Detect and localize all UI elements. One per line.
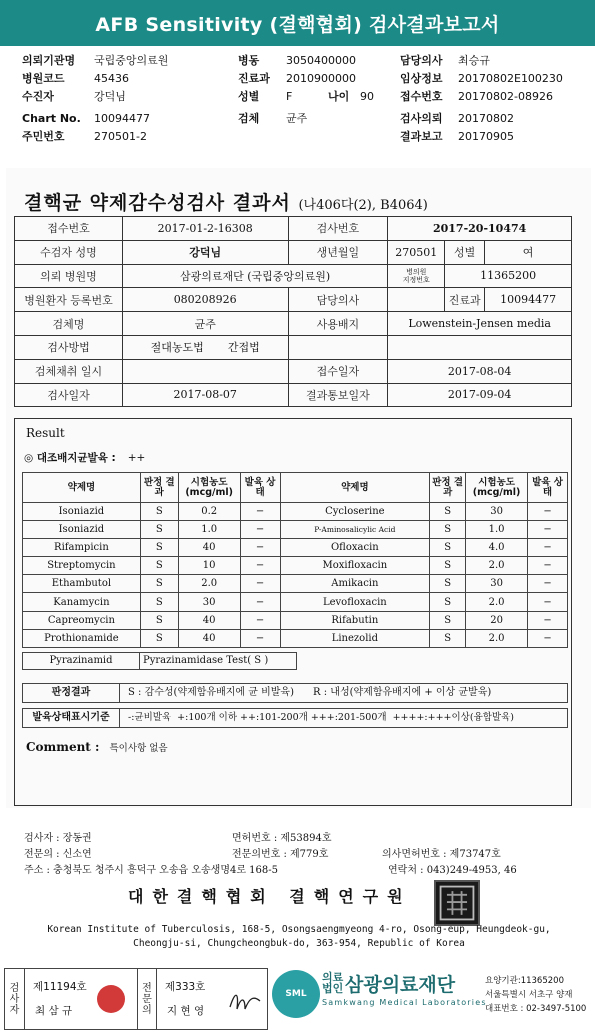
drug-cell-growth: −: [528, 521, 568, 539]
table-header-row: 약제명 판정 결과 시험농도 (mcg/ml) 발육 상태 약제명 판정 결과 시험농도 (mcg/ml) 발육 상태: [23, 473, 568, 503]
footer-phone: 대표번호 : 02-3497-5100: [485, 1004, 587, 1014]
drug-cell-judge: S: [430, 539, 466, 557]
report-title: 결핵균 약제감수성검사 결과서 (나406다(2), B4064): [24, 192, 428, 214]
drug-cell-drug: Linezolid: [280, 629, 430, 647]
footer-address: 서울특별시 서초구 양재: [485, 990, 573, 1000]
drug-cell-judge: S: [430, 503, 466, 521]
footer-label-tester: 검사자: [5, 969, 25, 1029]
drug-cell-growth: −: [240, 539, 280, 557]
footer-specialist-name: 지 현 영: [167, 1005, 205, 1017]
drug-cell-conc: 30: [466, 503, 528, 521]
drug-cell-growth: −: [528, 593, 568, 611]
table-row: [23, 629, 568, 647]
drug-cell-judge: S: [140, 629, 178, 647]
drug-cell-conc: 30: [466, 575, 528, 593]
drug-cell-conc: 40: [178, 629, 240, 647]
drug-cell-drug: Amikacin: [280, 575, 430, 593]
sml-logo-icon: SML: [272, 970, 320, 1018]
address-en-line2: Cheongju-si, Chungcheongbuk-do, 363-954, Republic of Korea: [133, 938, 465, 949]
drug-cell-growth: −: [240, 575, 280, 593]
info-code: 병원코드 45436: [22, 72, 129, 85]
drug-cell-drug: Ethambutol: [23, 575, 141, 593]
specimen-info-table: [14, 216, 572, 407]
drug-cell-conc: 40: [178, 611, 240, 629]
red-stamp-icon: [97, 985, 125, 1013]
drug-cell-drug: Levofloxacin: [280, 593, 430, 611]
drug-cell-conc: 4.0: [466, 539, 528, 557]
drug-cell-drug: Rifampicin: [23, 539, 141, 557]
table-row: [23, 521, 568, 539]
organization-name: 대한결핵협회 결핵연구원: [128, 887, 412, 906]
table-row: [23, 593, 568, 611]
specialist: 전문의 : 신소연: [24, 849, 92, 860]
drug-cell-drug: Moxifloxacin: [280, 557, 430, 575]
drug-cell-drug: P-Aminosalicylic Acid: [280, 521, 430, 539]
judgement-legend: 판정결과 S : 감수성(약제함유배지에 균 비발육) R : 내성(약제함유배지에 + 이상 균발육): [22, 683, 568, 703]
table-row: 검사일자 2017-08-07 결과통보일자 2017-09-04: [15, 383, 572, 407]
table-row: [23, 575, 568, 593]
address: 주소 : 충청북도 청주시 흥덕구 오송읍 오송생명4로 168-5: [24, 865, 279, 876]
table-row: 검체명 균주 사용배지 Lowenstein-Jensen media: [15, 312, 572, 336]
drug-cell-conc: 2.0: [178, 575, 240, 593]
drug-cell-judge: S: [430, 575, 466, 593]
culture-growth: ◎ 대조배지균발육 : ++: [24, 452, 146, 464]
table-row: 접수번호 2017-01-2-16308 검사번호 2017-20-10474: [15, 217, 572, 241]
official-seal-icon: [434, 880, 480, 926]
drug-cell-drug: Streptomycin: [23, 557, 141, 575]
table-row: 의뢰 병원명 삼광의료재단 (국립중앙의료원) 병의원 지정번호 11365200: [15, 264, 572, 288]
drug-cell-judge: S: [140, 575, 178, 593]
table-row: [23, 539, 568, 557]
info-dept: 진료과 2010900000: [238, 72, 356, 85]
phone: 연락처 : 043)249-4953, 46: [388, 865, 517, 876]
drug-cell-drug: Isoniazid: [23, 521, 141, 539]
drug-cell-drug: Ofloxacin: [280, 539, 430, 557]
doctor-license-number: 의사면허번호 : 제73747호: [382, 849, 501, 860]
report-header-title: AFB Sensitivity (결핵협회) 검사결과보고서: [0, 0, 595, 46]
footer-specialist-number: 제333호: [165, 981, 206, 993]
drug-cell-judge: S: [430, 557, 466, 575]
table-row: 수검자 성명 강덕님 생년월일 270501 성별 여: [15, 240, 572, 264]
method-cell: 절대농도법 간접법: [122, 335, 288, 359]
drug-cell-judge: S: [430, 629, 466, 647]
table-row: 병원환자 등록번호 080208926 담당의사 진료과 10094477: [15, 288, 572, 312]
address-en-line1: Korean Institute of Tuberculosis, 168-5, Osongsaengmyeong 4-ro, Osong-eup, Heungdeok-gu,: [47, 924, 551, 935]
pyrazinamide-row: Pyrazinamid Pyrazinamidase Test( S ): [22, 652, 297, 670]
info-chart: Chart No. 10094477: [22, 112, 150, 125]
info-report: 결과보고 20170905: [400, 130, 514, 143]
drug-cell-growth: −: [528, 503, 568, 521]
drug-cell-drug: Rifabutin: [280, 611, 430, 629]
info-resident: 주민번호 270501-2: [22, 130, 147, 143]
drug-cell-judge: S: [430, 611, 466, 629]
drug-cell-growth: −: [528, 575, 568, 593]
specialist-number: 전문의번호 : 제779호: [232, 849, 329, 860]
drug-cell-judge: S: [140, 539, 178, 557]
footer-tester-name: 최 삼 규: [35, 1005, 73, 1017]
info-ward: 병동 3050400000: [238, 54, 356, 67]
info-specimen: 검체 균주: [238, 112, 308, 125]
drug-sensitivity-table: [22, 472, 568, 648]
drug-cell-judge: S: [140, 503, 178, 521]
drug-cell-growth: −: [240, 503, 280, 521]
footer-signature-box: [4, 968, 268, 1030]
info-request: 검사의뢰 20170802: [400, 112, 514, 125]
drug-cell-conc: 1.0: [178, 521, 240, 539]
info-recipient: 수진자 강덕님: [22, 90, 126, 103]
drug-cell-drug: Kanamycin: [23, 593, 141, 611]
drug-cell-drug: Isoniazid: [23, 503, 141, 521]
result-label: Result: [26, 426, 65, 440]
drug-cell-drug: Cycloserine: [280, 503, 430, 521]
drug-cell-conc: 30: [178, 593, 240, 611]
info-receipt: 접수번호 20170802-08926: [400, 90, 553, 103]
license-number: 면허번호 : 제53894호: [232, 833, 332, 844]
table-row: 검사방법 절대농도법 간접법: [15, 335, 572, 359]
drug-cell-judge: S: [140, 557, 178, 575]
info-clinical: 임상정보 20170802E100230: [400, 72, 563, 85]
drug-cell-growth: −: [528, 557, 568, 575]
drug-cell-conc: 0.2: [178, 503, 240, 521]
drug-cell-growth: −: [528, 611, 568, 629]
drug-cell-conc: 10: [178, 557, 240, 575]
drug-cell-conc: 2.0: [466, 629, 528, 647]
signature-icon: [227, 987, 263, 1015]
info-hospital: 의뢰기관명 국립중앙의료원: [22, 54, 169, 67]
drug-cell-growth: −: [240, 557, 280, 575]
hospital-number-label: 병의원 지정번호: [388, 264, 445, 288]
logo-prefix: 의료 법인: [322, 971, 344, 995]
drug-cell-judge: S: [140, 611, 178, 629]
footer-institution-code: 요양기관:11365200: [485, 976, 564, 986]
footer-label-specialist: 전문의: [137, 969, 157, 1029]
drug-cell-growth: −: [240, 521, 280, 539]
drug-cell-conc: 40: [178, 539, 240, 557]
table-row: 검체채취 일시 접수일자 2017-08-04: [15, 359, 572, 383]
drug-cell-drug: Capreomycin: [23, 611, 141, 629]
drug-cell-judge: S: [140, 521, 178, 539]
drug-cell-conc: 1.0: [466, 521, 528, 539]
table-row: [23, 557, 568, 575]
patient-info-panel: [0, 52, 595, 147]
growth-legend: 발육상태표시기준 -:균비발육 +:100개 이하 ++:101-200개 +++:201-500개 ++++:+++이상(융합발육): [22, 708, 568, 728]
table-row: [23, 503, 568, 521]
info-doctor: 담당의사 최승규: [400, 54, 490, 67]
drug-cell-growth: −: [240, 629, 280, 647]
drug-cell-conc: 2.0: [466, 557, 528, 575]
drug-cell-judge: S: [140, 593, 178, 611]
drug-cell-judge: S: [430, 593, 466, 611]
info-sex: 성별 F 나이 90: [238, 90, 374, 103]
logo-english: Samkwang Medical Laboratories: [322, 998, 487, 1007]
logo-name: 삼광의료재단: [345, 974, 456, 996]
drug-cell-growth: −: [240, 611, 280, 629]
drug-cell-growth: −: [528, 629, 568, 647]
table-row: [23, 611, 568, 629]
footer-tester-number: 제11194호: [33, 981, 87, 993]
drug-cell-conc: 2.0: [466, 593, 528, 611]
comment: Comment : 특이사항 없음: [26, 740, 168, 754]
tester: 검사자 : 장동권: [24, 833, 92, 844]
drug-cell-drug: Prothionamide: [23, 629, 141, 647]
drug-cell-conc: 20: [466, 611, 528, 629]
drug-cell-judge: S: [430, 521, 466, 539]
drug-cell-growth: −: [240, 593, 280, 611]
drug-cell-growth: −: [528, 539, 568, 557]
